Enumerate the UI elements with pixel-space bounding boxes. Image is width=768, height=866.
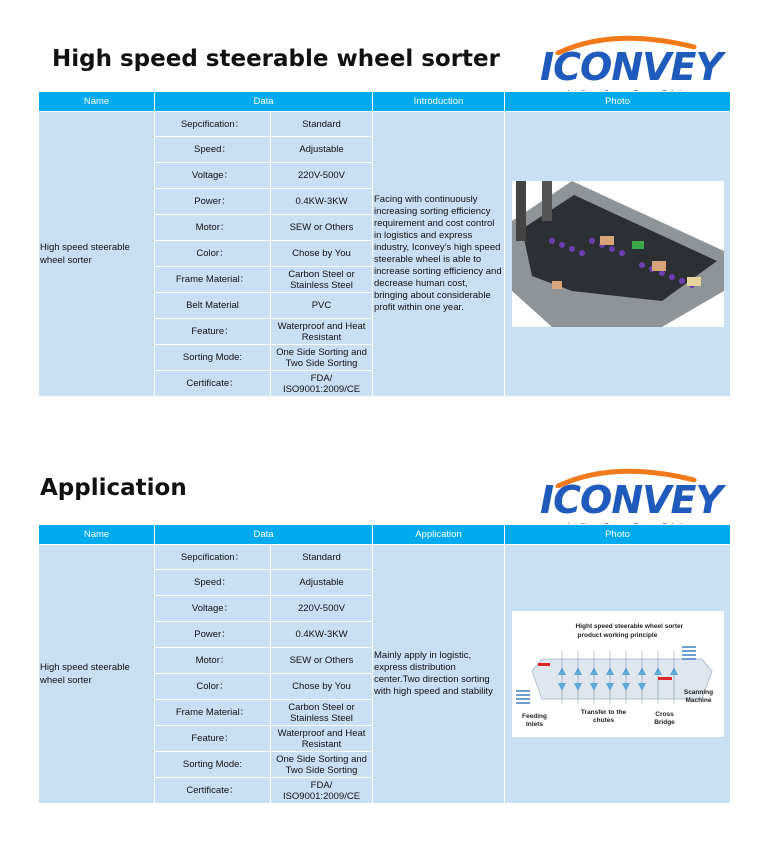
- motor-value: SEW or Others: [271, 648, 373, 674]
- feature-value: Waterproof and Heat Resistant: [271, 726, 373, 752]
- color-label: Color：: [155, 241, 271, 267]
- frame-material-value: Carbon Steel or Stainless Steel: [271, 700, 373, 726]
- motor-label: Motor：: [155, 215, 271, 241]
- logo-wordmark: ICONVEY: [539, 45, 723, 89]
- speed-value: Adjustable: [271, 137, 373, 163]
- spec-label: Sepcification：: [155, 545, 271, 570]
- belt-material-value: PVC: [271, 293, 373, 319]
- header-photo: Photo: [505, 525, 731, 545]
- product-name: High speed steerable wheel sorter: [39, 545, 155, 804]
- voltage-label: Voltage：: [155, 163, 271, 189]
- spec-value: Standard: [271, 112, 373, 137]
- motor-value: SEW or Others: [271, 215, 373, 241]
- sorter-photo: [505, 112, 731, 397]
- application-text: Mainly apply in logistic, express distribution center.Two direction sorting with high speed and stability: [373, 545, 505, 804]
- diagram-label-scanning: Scanning Machine: [683, 689, 714, 704]
- power-value: 0.4KW-3KW: [271, 189, 373, 215]
- power-value: 0.4KW-3KW: [271, 622, 373, 648]
- introduction-text: Facing with continuously increasing sorting efficiency requirement and cost control in logistics and express industry, Iconvey’s high speed steerable wheel is able to increase sorting efficiency and decrease human cost, bringing about considerable profit within one year.: [373, 112, 505, 397]
- power-label: Power：: [155, 622, 271, 648]
- certificate-value: FDA/ ISO9001:2009/CE: [271, 778, 373, 804]
- sorter-table: [38, 91, 731, 397]
- sorter-title: High speed steerable wheel sorter: [52, 46, 500, 72]
- certificate-label: Certificate：: [155, 778, 271, 804]
- frame-material-value: Carbon Steel or Stainless Steel: [271, 267, 373, 293]
- feature-value: Waterproof and Heat Resistant: [271, 319, 373, 345]
- sorting-mode-value: One Side Sorting and Two Side Sorting: [271, 752, 373, 778]
- voltage-value: 220V-500V: [271, 163, 373, 189]
- header-data: Data: [155, 525, 373, 545]
- color-value: Chose by You: [271, 674, 373, 700]
- motor-label: Motor：: [155, 648, 271, 674]
- diagram-title-line1: Hight speed steerable wheel sorter: [575, 623, 684, 630]
- header-introduction: Introduction: [373, 92, 505, 112]
- feature-label: Feature：: [155, 319, 271, 345]
- speed-label: Speed：: [155, 137, 271, 163]
- voltage-value: 220V-500V: [271, 596, 373, 622]
- header-application: Application: [373, 525, 505, 545]
- header-name: Name: [39, 525, 155, 545]
- certificate-label: Certificate：: [155, 371, 271, 397]
- color-label: Color：: [155, 674, 271, 700]
- belt-material-label: Belt Material: [155, 293, 271, 319]
- frame-material-label: Frame Material：: [155, 700, 271, 726]
- color-value: Chose by You: [271, 241, 373, 267]
- sorting-mode-value: One Side Sorting and Two Side Sorting: [271, 345, 373, 371]
- logo-wordmark: ICONVEY: [539, 478, 723, 522]
- speed-value: Adjustable: [271, 570, 373, 596]
- application-title: Application: [40, 475, 187, 501]
- diagram-title-line2: product working principle: [577, 632, 658, 639]
- spec-label: Sepcification：: [155, 112, 271, 137]
- sorting-mode-label: Sorting Mode:: [155, 345, 271, 371]
- speed-label: Speed：: [155, 570, 271, 596]
- diagram-label-feeding: Feeding Inlets: [522, 713, 547, 728]
- spec-value: Standard: [271, 545, 373, 570]
- product-name: High speed steerable wheel sorter: [39, 112, 155, 397]
- application-table: [38, 524, 731, 804]
- principle-diagram: [505, 545, 731, 804]
- header-photo: Photo: [505, 92, 731, 112]
- power-label: Power：: [155, 189, 271, 215]
- certificate-value: FDA/ ISO9001:2009/CE: [271, 371, 373, 397]
- header-name: Name: [39, 92, 155, 112]
- voltage-label: Voltage：: [155, 596, 271, 622]
- conveyor-photo-image: [512, 181, 724, 327]
- diagram-label-transfer: Transfer to the chutes: [580, 709, 627, 724]
- feature-label: Feature：: [155, 726, 271, 752]
- frame-material-label: Frame Material：: [155, 267, 271, 293]
- header-data: Data: [155, 92, 373, 112]
- diagram-label-cross-bridge: Cross Bridge: [654, 711, 675, 726]
- sorting-mode-label: Sorting Mode:: [155, 752, 271, 778]
